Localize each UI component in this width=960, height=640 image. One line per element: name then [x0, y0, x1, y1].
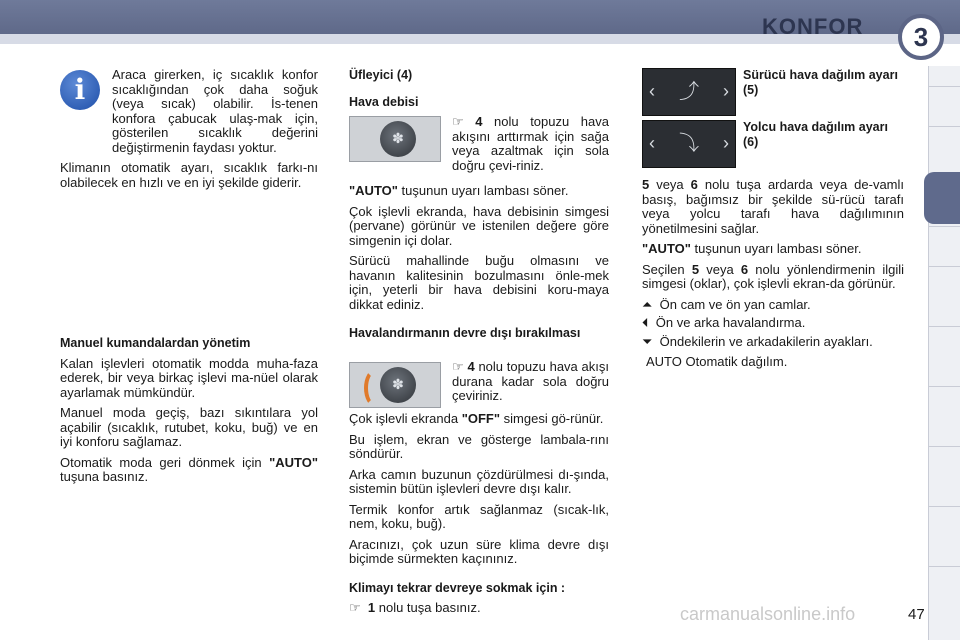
left-column — [60, 68, 318, 196]
hand-icon: ☞ — [452, 114, 464, 129]
list-item: ⏶ Ön cam ve ön yan camlar. — [642, 296, 811, 312]
intro-paragraph-2: Klimanın otomatik ayarı, sıcaklık farkı-nı olabilecek en hızlı ve en iyi şekilde giderir. — [60, 160, 318, 190]
hand-icon: ☞ — [349, 600, 361, 615]
vent-title: Havalandırmanın devre dışı bırakılması — [349, 326, 581, 340]
fan-icon: ✽ — [392, 376, 404, 392]
arrow-up-icon: ⏶ — [642, 296, 653, 312]
step2: ☞ 4 nolu topuzu hava akışı durana kadar sola doğru çeviriniz. — [452, 359, 609, 403]
fan-icon: ✽ — [392, 130, 404, 146]
manual-paragraph-1: Kalan işlevleri otomatik modda muha-faza ederek, bir veya birkaç işlevi ma-nüel olarak ayarlamak mümkündür. — [60, 355, 318, 400]
airflow-title: Hava debisi — [349, 94, 419, 109]
restart-title: Klimayı tekrar devreye sokmak için : — [349, 580, 566, 595]
chapter-tabs — [928, 66, 960, 640]
page-number: 47 — [908, 606, 925, 623]
seat-airflow-icon: ⤴ — [679, 81, 699, 103]
blower-knob-off-image — [349, 362, 441, 408]
hand-icon: ☞ — [452, 359, 464, 374]
list-item: ⏴ Ön ve arka havalandırma. — [642, 315, 806, 330]
off-section: Çok işlevli ekranda "OFF" simgesi gö-rünür. Bu işlem, ekran ve gösterge lambala-rını söndürür. Arka camın buzunun çözdürülmesi dı-şında, sistemin bütün işlevleri devre dışı kalır. Termik konfor artık sağlanmaz (sıcak-lık, nem, koku, buğ). Aracınızı, çok uzun süre klima devre dışı biçimde sürmekten kaçınınız. Klimayı tekrar devreye sokmak için : ☞ 1 nolu tuşa basınız. — [349, 411, 609, 615]
manual-title: Manuel kumandalardan yönetim — [60, 336, 251, 350]
driver-distribution-panel-image: ‹ ⤴ › — [642, 68, 736, 116]
chapter-number: 3 — [898, 14, 944, 60]
middle-column — [349, 68, 609, 115]
step1: ☞ 4 nolu topuzu hava akışını arttırmak için sağa veya azaltmak için sola doğru çevi-riniz. — [452, 114, 609, 173]
chapter-title: KONFOR — [762, 14, 864, 39]
seat-airflow-icon: ⤵ — [679, 133, 699, 155]
blower-knob-image — [349, 116, 441, 162]
info-icon: i — [60, 70, 100, 110]
passenger-title: Yolcu hava dağılım ayarı (6) — [743, 120, 888, 149]
passenger-distribution-panel-image: ‹ ⤵ › — [642, 120, 736, 168]
watermark: carmanualsonline.info — [680, 604, 856, 624]
right-body: 5 veya 6 nolu tuşa ardarda veya de-vamlı basış, bağımsız bir şekilde sü-rücü tarafı veya yolcu tarafı hava dağılımının yönetilmesini sağlar. "AUTO" tuşunun uyarı lambası söner. Seçilen 5 veya 6 nolu yönlendirmenin ilgili simgesi (oklar), çok işlevli ekran-da görünür. ⏶ Ön cam ve ön yan camlar. ⏴ Ön ve arka havalandırma. ⏷ Öndekilerin ve arkadakilerin ayakları. AUTO Otomatik dağılım. — [642, 177, 905, 369]
list-item: ⏷ Öndekilerin ve arkadakilerin ayakları. — [642, 333, 873, 349]
intro-paragraph: Araca girerken, iç sıcaklık konfor sıcaklığından çok daha soğuk (veya sıcak) olabilir. İs-tenen konfora çabucak ulaş-mak için, gösterilen sıcaklık değerini değiştirmenin faydası yoktur. — [112, 67, 318, 155]
manual-paragraph-3: Otomatik moda geri dönmek için "AUTO" tuşuna basınız. — [60, 454, 318, 484]
active-chapter-tab[interactable] — [924, 172, 960, 224]
blower-title: Üfleyici (4) — [349, 68, 413, 82]
vent-section — [349, 326, 609, 347]
manual-paragraph-2: Manuel moda geçiş, bazı sıkıntılara yol açabilir (sıcaklık, rutubet, koku, buğ) ve en iyi konforu sağlamaz. — [60, 405, 318, 449]
distribution-list — [642, 298, 904, 350]
middle-body: "AUTO" tuşunun uyarı lambası söner. Çok işlevli ekranda, hava debisinin simgesi (pervane) görünür ve istenilen değere göre simgenin içi dolar. Sürücü mahallinde buğu olmasını ve havanın kalitesinin bozulmasını önle-mek için, yeterli bir hava debisini koru-maya dikkat ediniz. — [349, 183, 609, 312]
driver-title: Sürücü hava dağılım ayarı (5) — [743, 68, 898, 97]
manual-section — [60, 336, 318, 491]
arrow-left-icon: ⏴ — [642, 315, 649, 330]
arrow-down-icon: ⏷ — [642, 333, 653, 349]
